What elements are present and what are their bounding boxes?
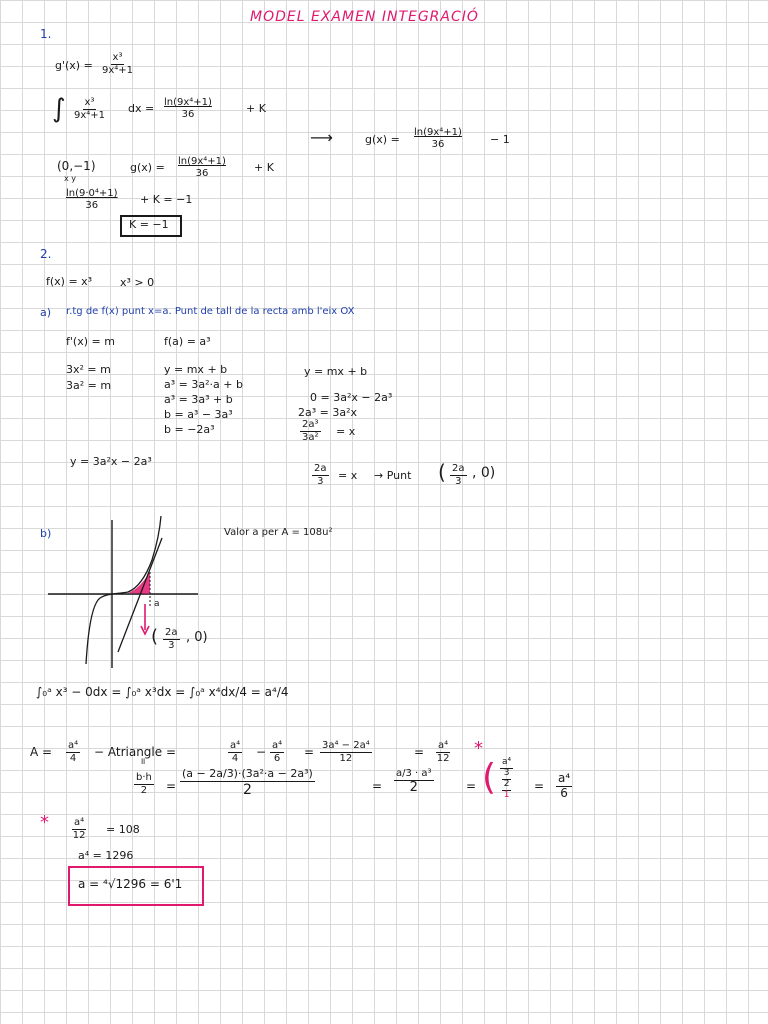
gx-tail: + K: [254, 161, 274, 174]
graph-point-numerator: 2a: [165, 627, 178, 638]
area-term-1: [66, 740, 80, 764]
area-eq-3: =: [414, 745, 425, 759]
area-term-5: [436, 740, 450, 764]
col2-line-6: b = −2a³: [164, 423, 215, 436]
a4-value: a⁴ = 1296: [78, 849, 134, 862]
col3-line-2: 0 = 3a²x − 2a³: [310, 391, 393, 404]
triangle-result-num: a⁴: [558, 771, 571, 785]
nested-mid: 3: [503, 767, 510, 778]
x-fraction-denominator: 3: [317, 475, 324, 487]
triangle-mid-fraction: [394, 768, 434, 795]
area-eq-2: =: [304, 745, 315, 759]
final-equals: = 108: [106, 823, 140, 836]
nested-bot-1: 2: [503, 778, 510, 789]
x-fraction-numerator: 2a: [314, 463, 327, 474]
area-term-3: [270, 740, 284, 764]
result-numerator: ln(9x⁴+1): [414, 127, 462, 138]
col1-line-2: 3x² = m: [66, 363, 111, 376]
triangle-mid-den: 2: [409, 779, 418, 795]
x-fraction-tail: = x: [338, 469, 358, 482]
initial-point-sub: x y: [64, 174, 77, 183]
col1-line-1: f'(x) = m: [66, 335, 115, 348]
integrand-numerator: x³: [84, 97, 95, 108]
nested-bracket: (: [482, 757, 497, 798]
area-term-3-den: 6: [273, 752, 281, 764]
page-title: MODEL EXAMEN INTEGRACIÓ: [250, 9, 479, 25]
graph-point-denominator: 3: [168, 639, 175, 651]
result-tail: − 1: [490, 133, 510, 146]
col3-fraction-denominator: 3a²: [302, 431, 319, 443]
ln-numerator: ln(9x⁴+1): [164, 97, 212, 108]
col2-line-2: y = mx + b: [164, 363, 228, 376]
k-result: K = −1: [129, 218, 169, 231]
triangle-eq-2: =: [372, 779, 383, 793]
area-term-4-den: 12: [339, 752, 353, 764]
integrand-denominator: 9x⁴+1: [74, 109, 106, 121]
final-denominator: 12: [72, 829, 86, 841]
col3-fraction-tail: = x: [336, 425, 356, 438]
gx-numerator: ln(9x⁴+1): [178, 156, 226, 167]
triangle-eq-4: =: [534, 779, 545, 793]
result-arrow: ⟶: [310, 128, 333, 147]
triangle-result: [556, 772, 572, 801]
col2-line-1: f(a) = a³: [164, 335, 211, 348]
final-star: *: [40, 812, 49, 833]
function-definition: f(x) = x³: [46, 275, 93, 288]
area-term-1-den: 4: [69, 752, 77, 764]
triangle-formula-den: 2: [140, 784, 148, 796]
exercise-1-number: 1.: [40, 27, 52, 41]
triangle-big-num: (a − 2a/3)·(3a²·a − 2a³): [182, 767, 313, 780]
area-term-2-num: a⁴: [230, 740, 241, 751]
triangle-big-den: 2: [242, 781, 252, 798]
graph-point-open: (: [151, 626, 159, 647]
initial-point: (0,−1): [57, 159, 96, 173]
triangle-formula-num: b·h: [136, 772, 152, 783]
arrow-punt: → Punt: [374, 469, 412, 482]
part-b-statement: Valor a per A = 108u²: [224, 527, 333, 538]
col1-line-3: 3a² = m: [66, 379, 112, 392]
triangle-big-fraction: [180, 768, 315, 798]
final-numerator: a⁴: [74, 817, 85, 828]
area-term-3-num: a⁴: [272, 740, 283, 751]
result-lhs: g(x) =: [365, 133, 400, 146]
answer: a = ⁴√1296 = 6'1: [78, 877, 183, 891]
punt-fraction-denominator: 3: [455, 475, 462, 487]
graph-a-label: a: [154, 599, 160, 609]
area-lhs: A =: [30, 745, 53, 759]
substituted-denominator: 36: [85, 199, 99, 211]
triangle-formula: [134, 772, 154, 796]
area-term-2-den: 4: [231, 752, 239, 764]
area-minus-2: −: [256, 745, 267, 759]
nested-top: a⁴: [502, 757, 512, 767]
nested-fraction: [500, 758, 513, 801]
substituted-tail: + K = −1: [140, 193, 193, 206]
triangle-mid-num: a/3 · a³: [396, 768, 432, 779]
area-term-4-num: 3a⁴ − 2a⁴: [322, 740, 370, 751]
col2-line-5: b = a³ − 3a³: [164, 408, 233, 421]
integral-sign: ∫: [52, 94, 66, 124]
graph-point-fraction: [163, 627, 180, 651]
triangle-result-den: 6: [560, 785, 568, 800]
col2-line-3: a³ = 3a²·a + b: [164, 378, 243, 391]
col3-fraction-numerator: 2a³: [302, 419, 319, 430]
punt-fraction-numerator: 2a: [452, 463, 465, 474]
function-condition: x³ > 0: [120, 276, 155, 289]
result-denominator: 36: [431, 138, 445, 150]
plus-k: + K: [246, 102, 266, 115]
col3-line-1: y = mx + b: [304, 365, 368, 378]
area-term-5-den: 12: [436, 752, 450, 764]
g-prime-denominator: 9x⁴+1: [102, 64, 134, 76]
col3-line-3: 2a³ = 3a²x: [298, 406, 358, 419]
substituted-numerator: ln(9·0⁴+1): [66, 188, 118, 199]
nested-bot-2: 1: [503, 789, 510, 800]
col2-line-4: a³ = 3a³ + b: [164, 393, 233, 406]
area-minus-triangle: − Atriangle =: [94, 745, 177, 759]
area-term-4: [320, 740, 372, 764]
g-prime-lhs: g'(x) =: [55, 59, 93, 72]
area-term-2: [228, 740, 242, 764]
final-fraction: [72, 817, 86, 841]
triangle-eq-3: =: [466, 779, 477, 793]
triangle-equals-mark: ॥: [140, 757, 146, 767]
punt-tail: , 0): [472, 465, 496, 481]
area-star: *: [474, 738, 483, 759]
gx-denominator: 36: [195, 167, 209, 179]
part-a-label: a): [40, 306, 52, 319]
area-term-1-num: a⁴: [68, 740, 79, 751]
tangent-equation: y = 3a²x − 2a³: [70, 455, 152, 468]
triangle-eq-1: =: [166, 779, 177, 793]
punt-open-paren: (: [438, 460, 446, 484]
area-term-5-num: a⁴: [438, 740, 449, 751]
part-b-label: b): [40, 527, 52, 540]
part-a-statement: r.tg de f(x) punt x=a. Punt de tall de la recta amb l'eix OX: [66, 306, 355, 317]
exercise-2-number: 2.: [40, 247, 52, 261]
integral-line: ∫₀ᵃ x³ − 0dx = ∫₀ᵃ x³dx = ∫₀ᵃ x⁴dx/4 = a⁴/4: [36, 685, 289, 699]
gx-lhs: g(x) =: [130, 161, 165, 174]
dx-equals: dx =: [128, 102, 155, 115]
graph-point-tail: , 0): [186, 630, 208, 645]
g-prime-numerator: x³: [112, 52, 123, 63]
ln-denominator: 36: [181, 108, 195, 120]
